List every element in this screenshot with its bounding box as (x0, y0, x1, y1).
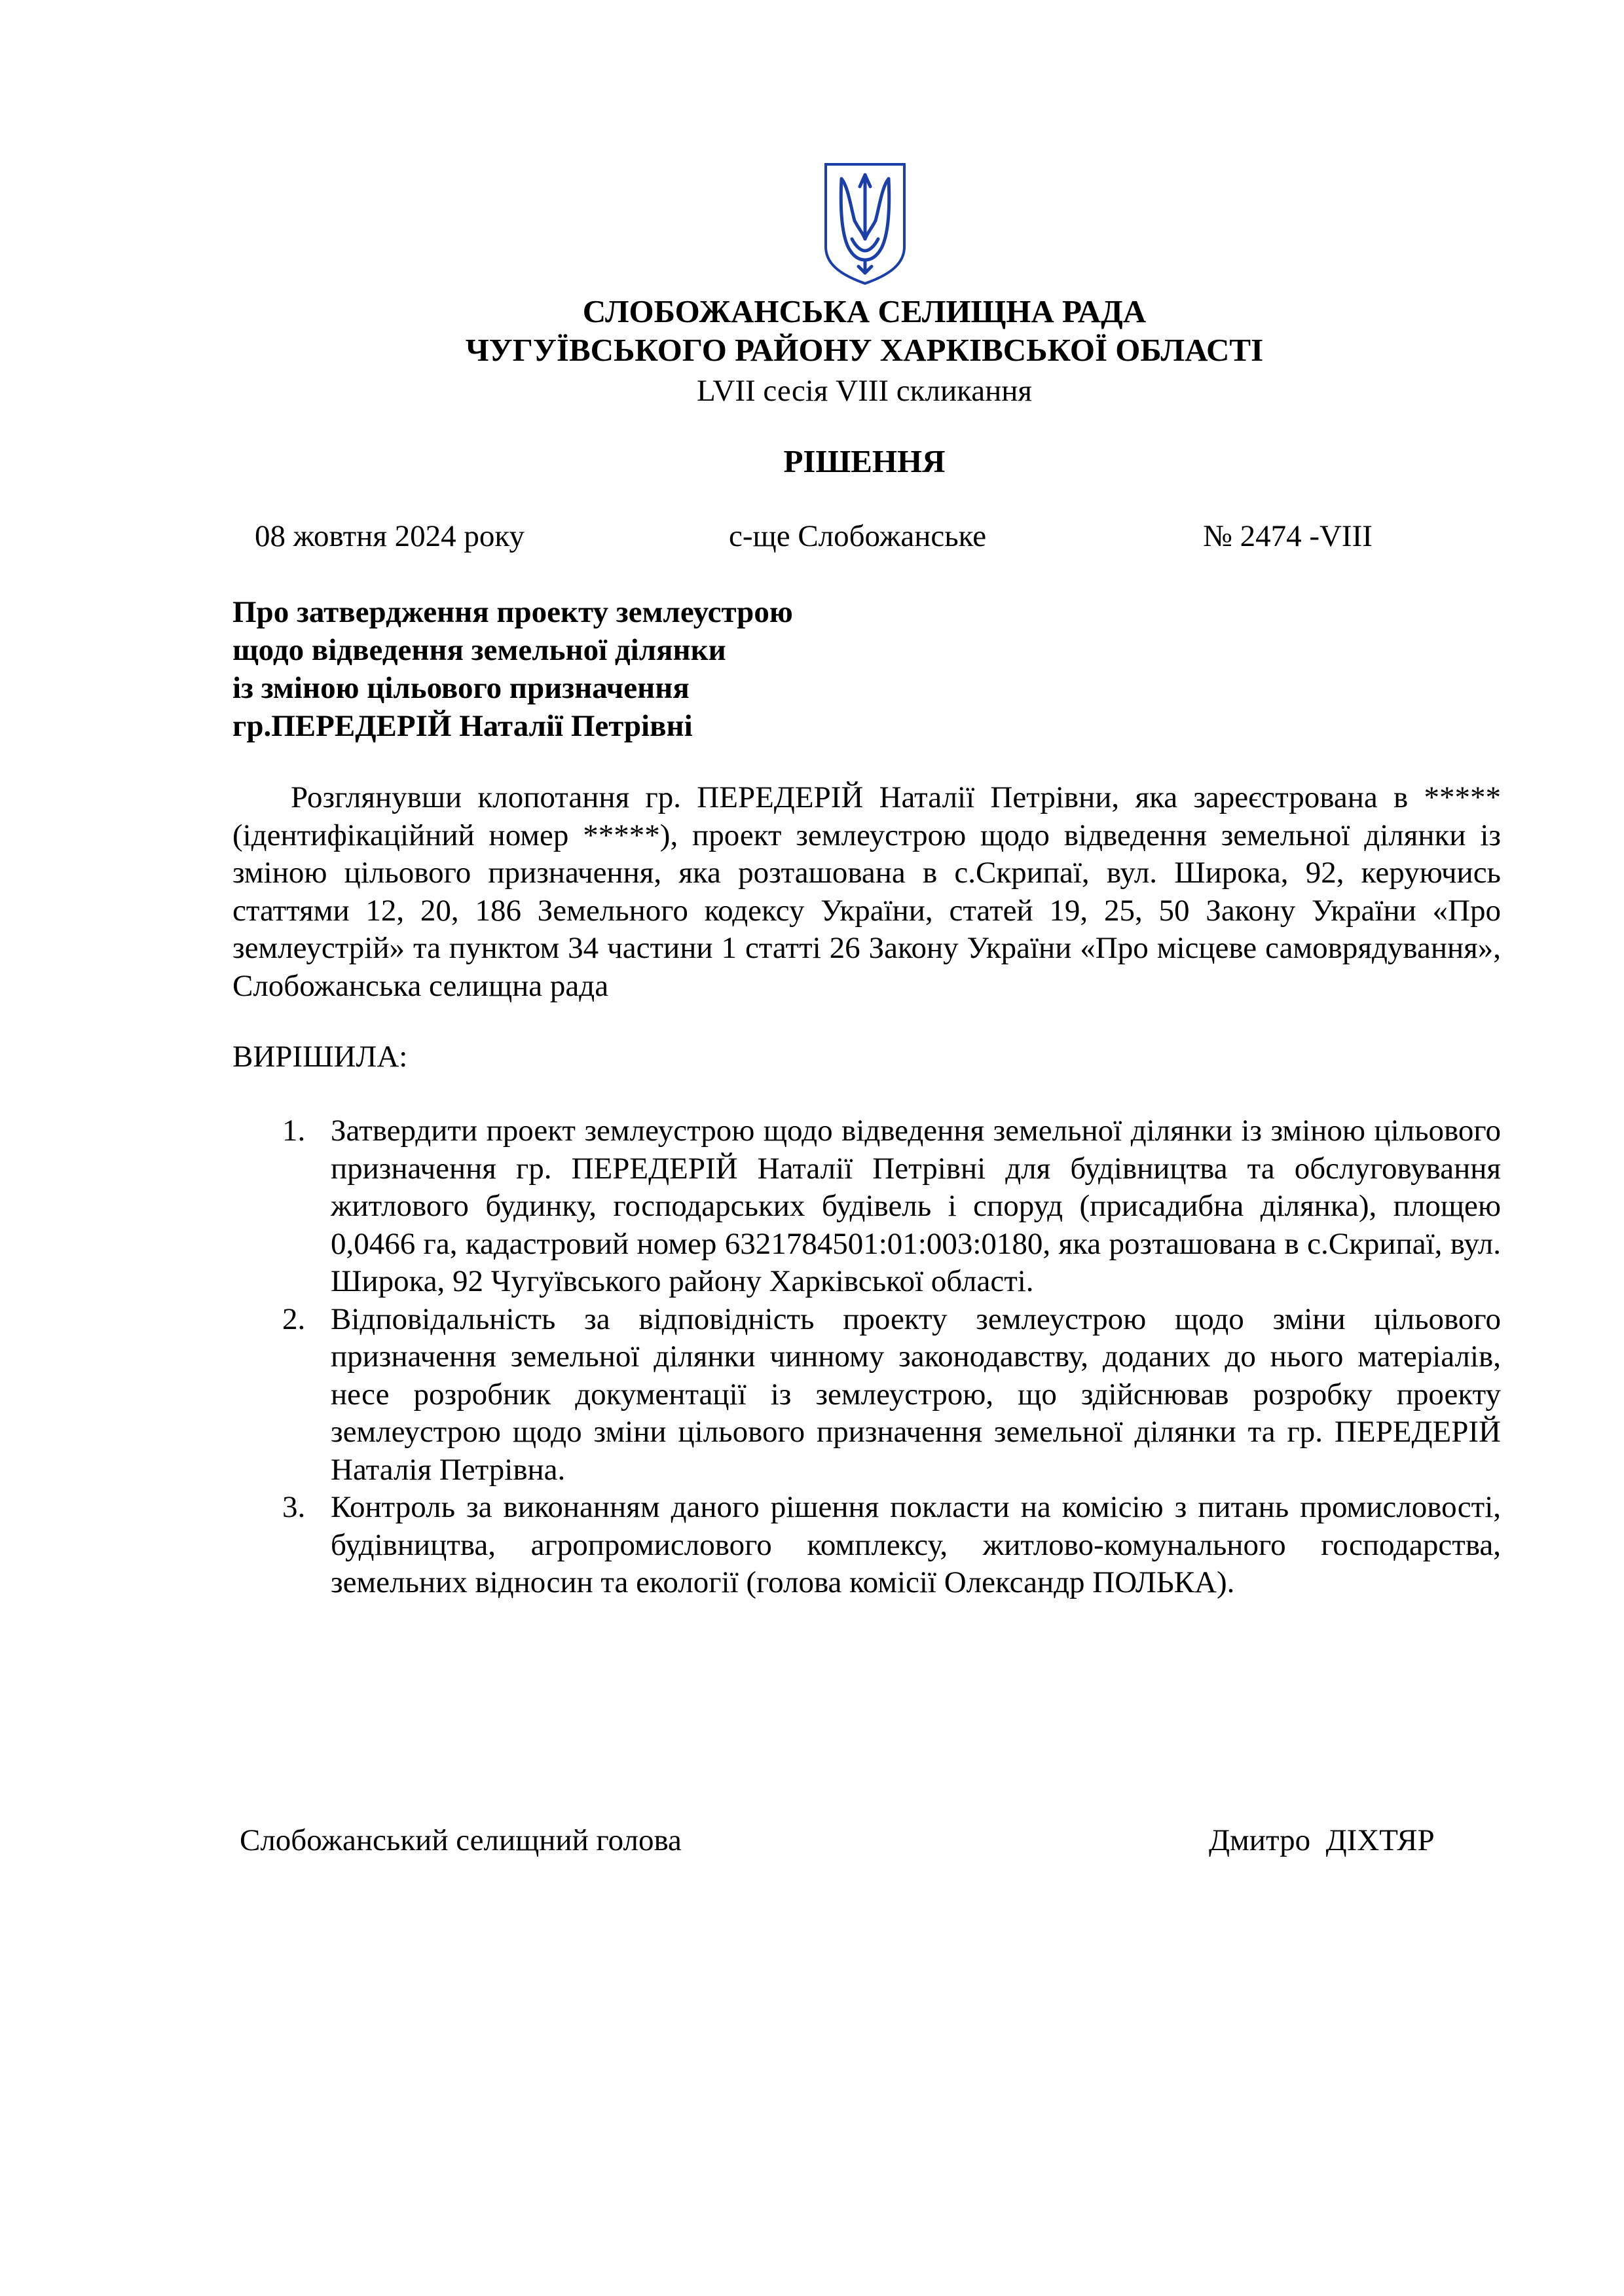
subject-line: гр.ПЕРЕДЕРІЙ Наталії Петрівні (232, 709, 693, 743)
subject-line: щодо відведення земельної ділянки (232, 633, 726, 667)
district-name: ЧУГУЇВСЬКОГО РАЙОНУ ХАРКІВСЬКОЇ ОБЛАСТІ (465, 332, 1264, 368)
decision-date: 08 жовтня 2024 року (255, 519, 525, 553)
decision-place: с-ще Слобожанське (729, 519, 987, 553)
decision-item-text: Відповідальність за відповідність проекту землеустрою щодо зміни цільового призначення земельної ділянки чинному законодавству, доданих до нього матеріалів, несе розробник документації із землеустрою, що здійснював розробку проекту землеустрою щодо зміни цільового призначення земельної ділянки та гр. ПЕРЕДЕРІЙ Наталія Петрівна. (331, 1302, 1501, 1487)
document-type: РІШЕННЯ (783, 443, 946, 479)
decision-list (232, 1112, 1501, 1602)
decision-item (232, 1301, 1501, 1489)
decision-item (232, 1112, 1501, 1301)
session-line: LVII сесія VIII скликання (697, 374, 1032, 408)
decision-item-number: 2. (282, 1302, 306, 1336)
subject-line: Про затвердження проекту землеустрою (232, 595, 793, 629)
signature-name: Дмитро ДІХТЯР (1209, 1823, 1435, 1857)
decision-item-text: Затвердити проект землеустрою щодо відведення земельної ділянки із зміною цільового призначення гр. ПЕРЕДЕРІЙ Наталії Петрівні для будівництва та обслуговування житлового будинку, господарських будівель і споруд (присадибна ділянка), площею 0,0466 га, кадастровий номер 6321784501:01:003:0180, яка розташована в с.Скрипаї, вул. Широка, 92 Чугуївського району Харківської області. (331, 1114, 1501, 1298)
preamble-paragraph: Розглянувши клопотання гр. ПЕРЕДЕРІЙ Наталії Петрівни, яка зареєстрована в ***** (ідентифікаційний номер *****), проект землеустрою щодо відведення земельної ділянки із зміною цільового призначення, яка розташована в с.Скрипаї, вул. Широка, 92, керуючись статтями 12, 20, 186 Земельного кодексу України, статей 19, 25, 50 Закону України «Про землеустрій» та пунктом 34 частини 1 статті 26 Закону України «Про місцеве самоврядування», Слобожанська селищна рада (232, 780, 1501, 1003)
subject-line: із зміною цільового призначення (232, 671, 690, 705)
coat-of-arms-icon (822, 160, 908, 286)
decision-item-text: Контроль за виконанням даного рішення покласти на комісію з питань промисловості, будівництва, агропромислового комплексу, житлово-комунального господарства, земельних відносин та екології (голова комісії Олександр ПОЛЬКА). (331, 1490, 1501, 1599)
decision-item (232, 1489, 1501, 1602)
decision-subject (232, 593, 793, 745)
decision-item-number: 1. (282, 1114, 306, 1148)
decided-label: ВИРІШИЛА: (232, 1040, 408, 1074)
decision-item-number: 3. (282, 1490, 306, 1524)
council-name: СЛОБОЖАНСЬКА СЕЛИЩНА РАДА (582, 293, 1147, 329)
signature-title: Слобожанський селищний голова (240, 1823, 682, 1857)
decision-number: № 2474 -VIII (1203, 519, 1373, 553)
